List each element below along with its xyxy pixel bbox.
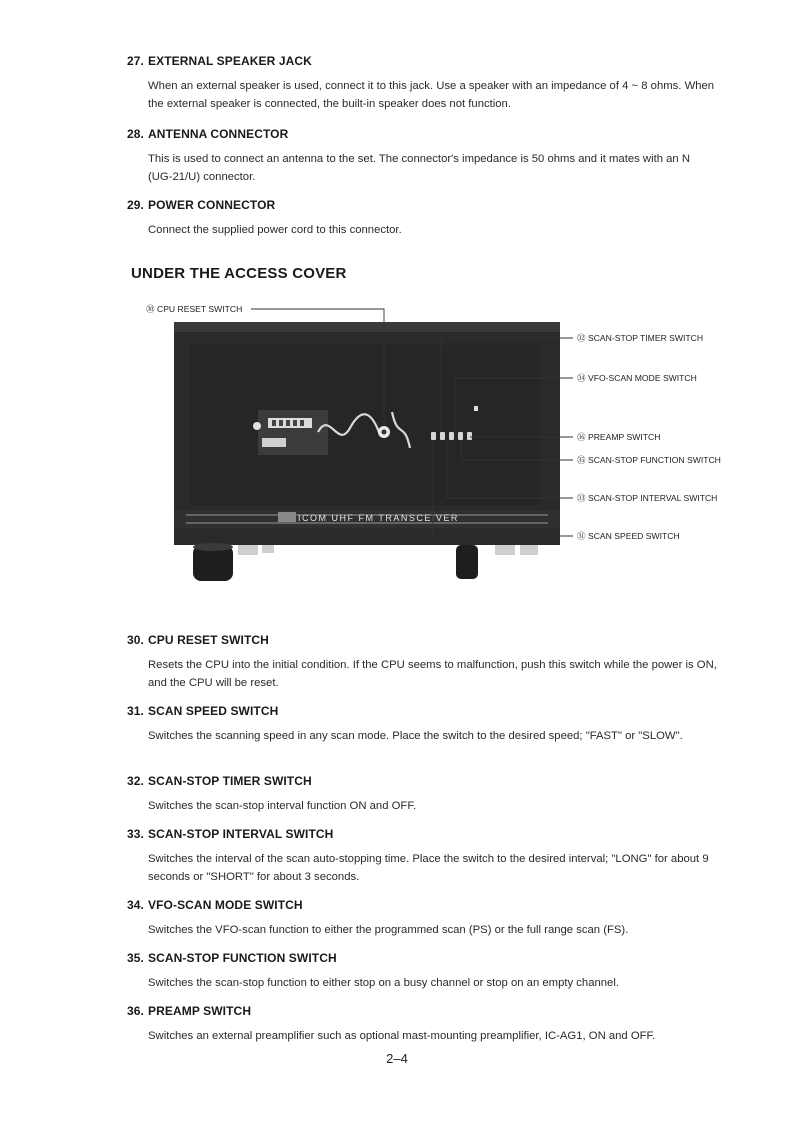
item-title <box>127 774 717 788</box>
item-title <box>127 54 717 68</box>
item-title-text: ANTENNA CONNECTOR <box>148 127 289 141</box>
callout-scan-stop-interval: ㉝ SCAN-STOP INTERVAL SWITCH <box>577 493 718 503</box>
item-body: This is used to connect an antenna to the set. The connector's impedance is 50 ohms and it mates with an N (UG-21/U) connector. <box>148 153 690 183</box>
item-title <box>127 127 717 141</box>
item-34 <box>127 898 717 939</box>
item-body: Resets the CPU into the initial condition. If the CPU seems to malfunction, push this switch while the power is ON, and the CPU will be reset. <box>148 659 717 689</box>
item-29 <box>127 198 717 239</box>
item-number: 32. <box>127 774 144 788</box>
item-title <box>127 951 717 965</box>
item-title-text: EXTERNAL SPEAKER JACK <box>148 54 312 68</box>
pcb-area <box>258 410 328 455</box>
item-32 <box>127 774 717 815</box>
item-title-text: SCAN-STOP TIMER SWITCH <box>148 774 312 788</box>
page-number: 2–4 <box>386 1051 408 1066</box>
item-title-text: PREAMP SWITCH <box>148 1004 252 1018</box>
item-body: When an external speaker is used, connect it to this jack. Use a speaker with an impedance of 4 ~ 8 ohms. When the external speaker is connected, the built-in speaker does not function. <box>148 80 715 110</box>
item-title <box>127 898 717 912</box>
item-27 <box>127 54 717 113</box>
item-body: Switches the scanning speed in any scan mode. Place the switch to the desired speed; "FAST" or "SLOW". <box>148 730 683 742</box>
right-knob <box>456 545 478 579</box>
item-body: Switches an external preamplifier such as optional mast-mounting preamplifier, IC-AG1, ON and OFF. <box>148 1030 656 1042</box>
section-heading: UNDER THE ACCESS COVER <box>131 265 347 282</box>
item-title-text: SCAN-STOP INTERVAL SWITCH <box>148 827 334 841</box>
item-number: 27. <box>127 54 144 68</box>
item-31 <box>127 704 717 745</box>
item-number: 29. <box>127 198 144 212</box>
item-title-text: SCAN SPEED SWITCH <box>148 704 279 718</box>
item-body: Switches the VFO-scan function to either the programmed scan (PS) or the full range scan (FS). <box>148 924 629 936</box>
item-number: 34. <box>127 898 144 912</box>
item-number: 35. <box>127 951 144 965</box>
callout-scan-stop-function: ㉟ SCAN-STOP FUNCTION SWITCH <box>577 455 721 465</box>
item-title <box>127 633 717 647</box>
item-number: 36. <box>127 1004 144 1018</box>
callout-scan-stop-timer: ㉜ SCAN-STOP TIMER SWITCH <box>577 333 704 343</box>
item-33 <box>127 827 717 886</box>
item-body: Switches the interval of the scan auto-stopping time. Place the switch to the desired interval; "LONG" for about 9 seconds or "SHORT" for about 3 seconds. <box>148 853 709 883</box>
callout-preamp: ㊱ PREAMP SWITCH <box>577 432 661 442</box>
item-body: Connect the supplied power cord to this connector. <box>148 224 402 236</box>
item-title <box>127 827 717 841</box>
item-number: 33. <box>127 827 144 841</box>
item-title <box>127 704 717 718</box>
item-title <box>127 198 717 212</box>
item-title-text: POWER CONNECTOR <box>148 198 276 212</box>
item-number: 31. <box>127 704 144 718</box>
item-28 <box>127 127 717 186</box>
callout-vfo-scan-mode: ㉞ VFO-SCAN MODE SWITCH <box>577 373 697 383</box>
panel-label: ICOM UHF FM TRANSCEIVER <box>298 513 459 523</box>
callout-cpu-reset: ㉚ CPU RESET SWITCH <box>146 304 243 314</box>
item-title <box>127 1004 717 1018</box>
item-body: Switches the scan-stop interval function ON and OFF. <box>148 800 417 812</box>
item-title-text: VFO-SCAN MODE SWITCH <box>148 898 303 912</box>
item-35 <box>127 951 717 992</box>
item-body: Switches the scan-stop function to either stop on a busy channel or stop on an empty channel. <box>148 977 619 989</box>
callout-scan-speed: ㉛ SCAN SPEED SWITCH <box>577 531 680 541</box>
item-number: 28. <box>127 127 144 141</box>
transceiver-figure <box>0 290 794 590</box>
item-30 <box>127 633 717 692</box>
item-number: 30. <box>127 633 144 647</box>
item-title-text: SCAN-STOP FUNCTION SWITCH <box>148 951 337 965</box>
item-title-text: CPU RESET SWITCH <box>148 633 269 647</box>
item-36 <box>127 1004 717 1045</box>
